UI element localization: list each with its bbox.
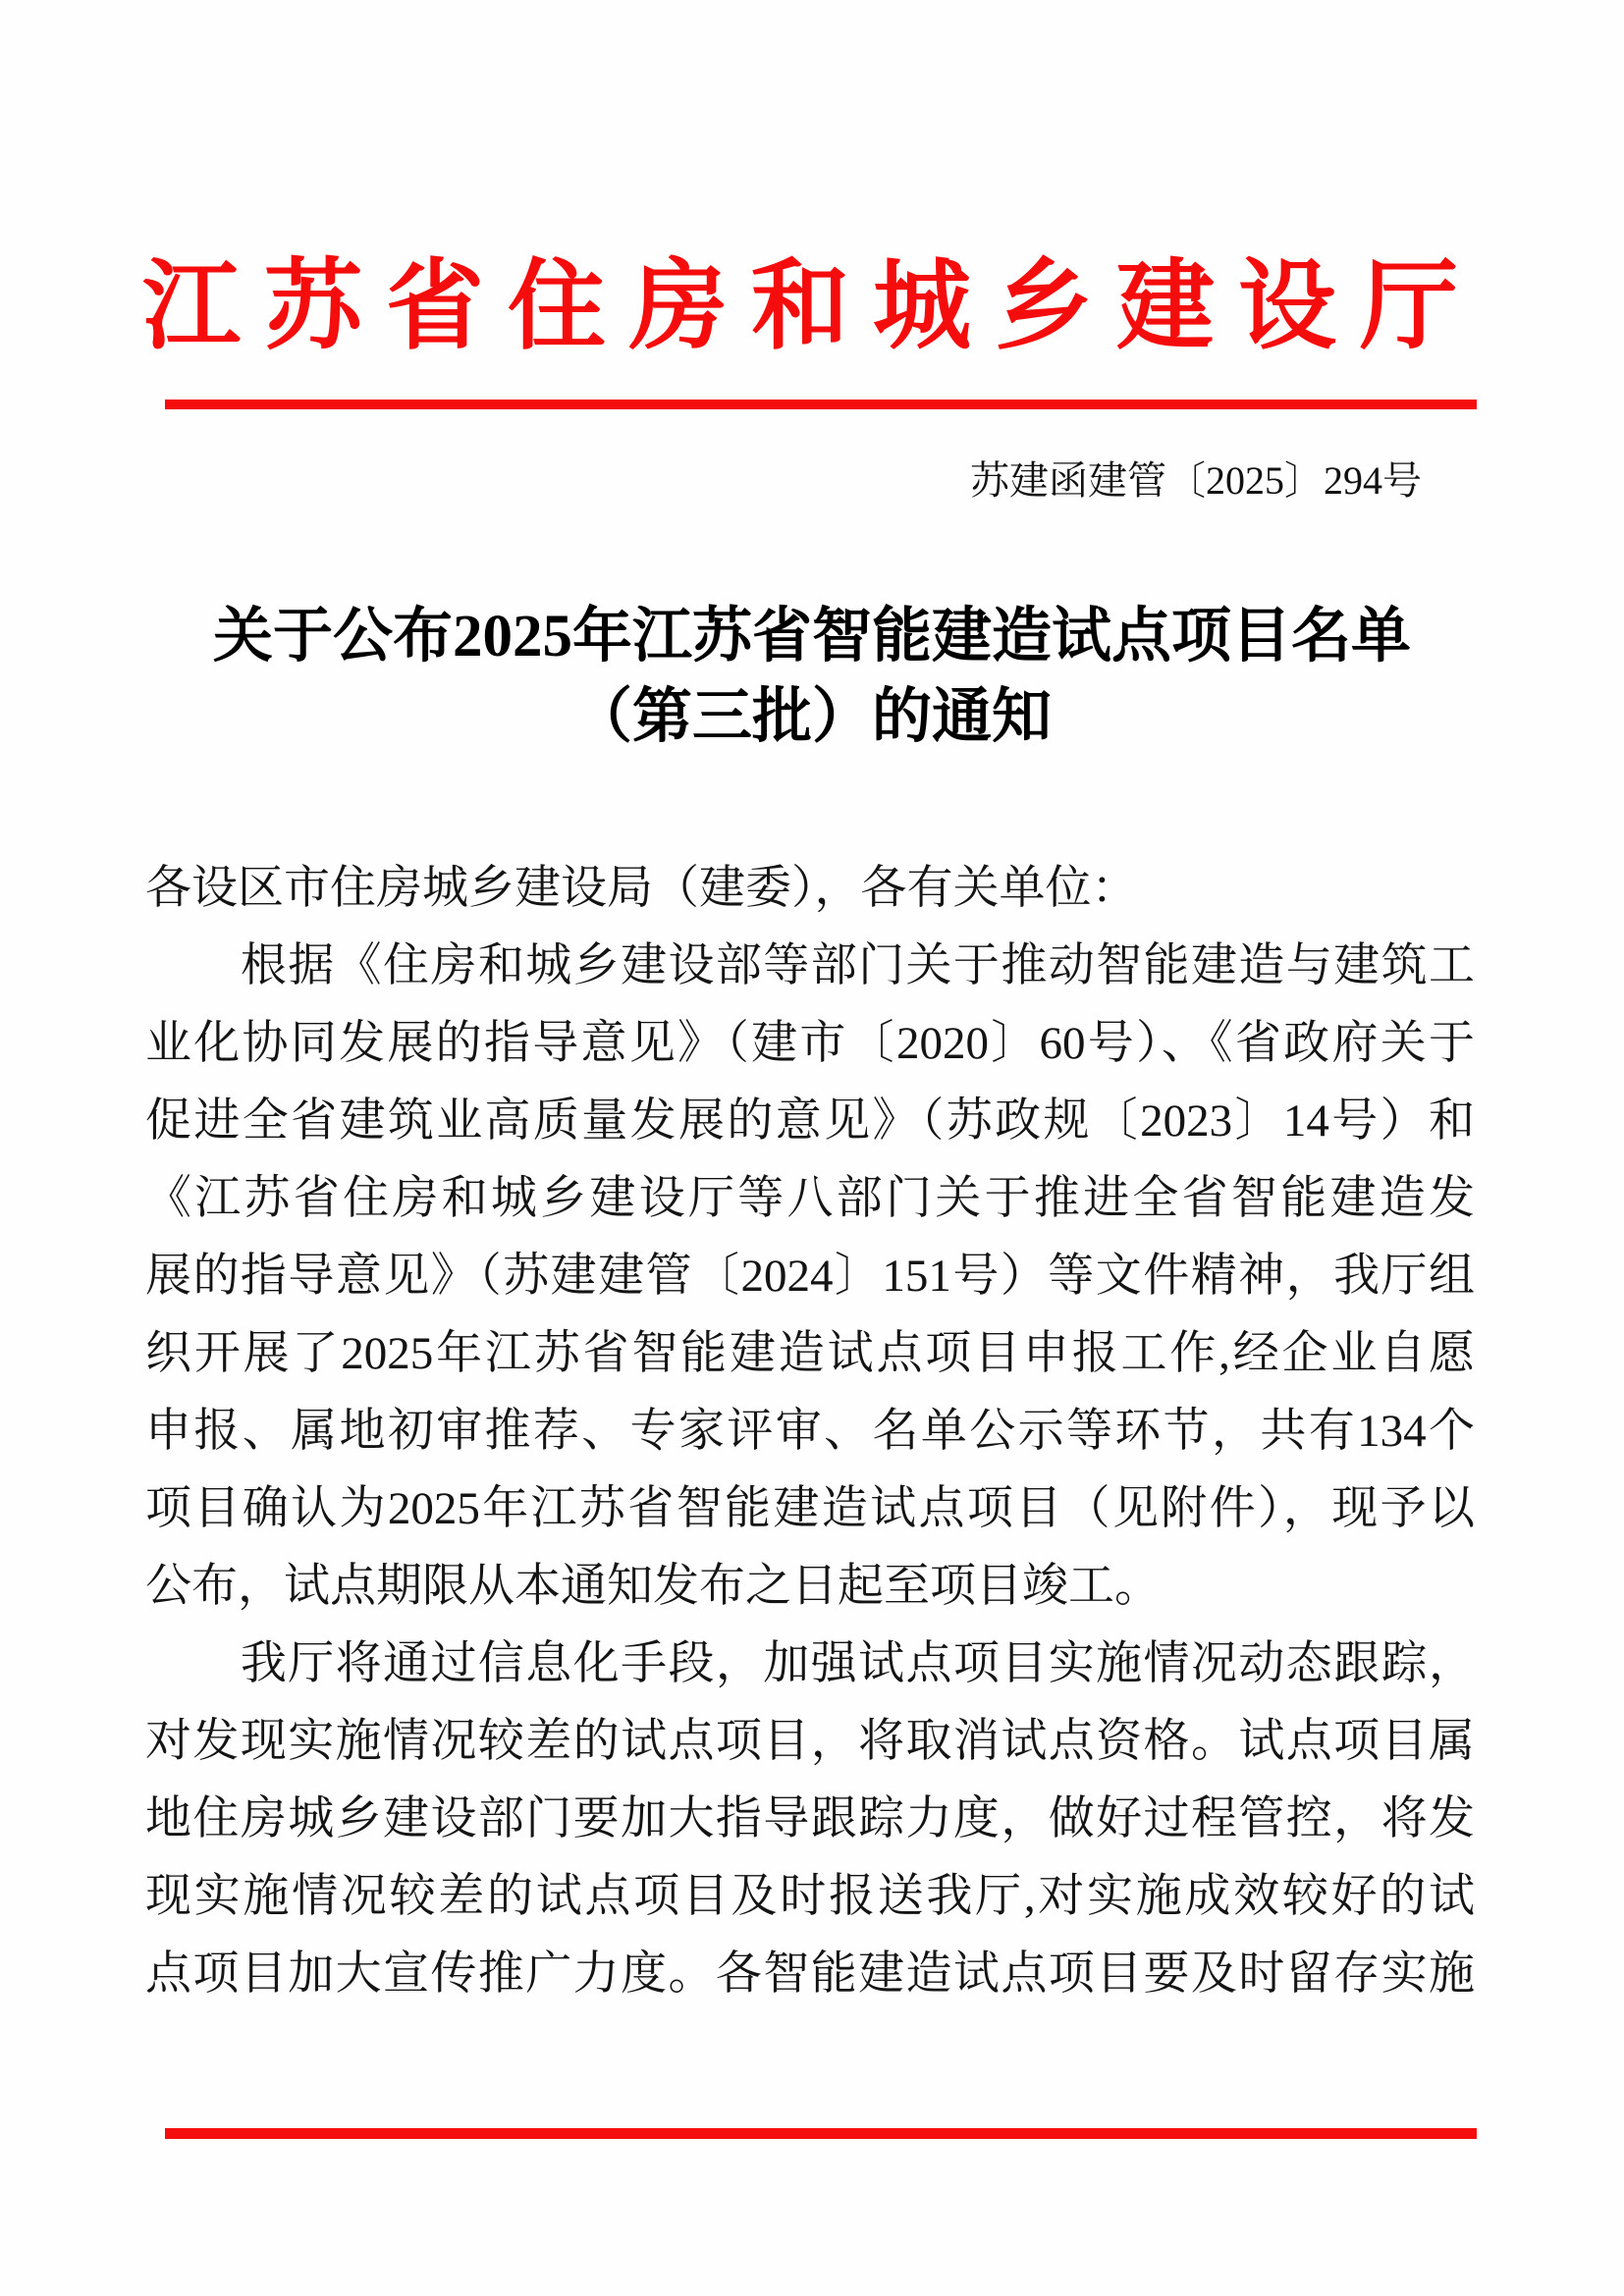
- agency-name: 江苏省住房和城乡建设厅: [142, 252, 1482, 361]
- title-line-2: （第三批）的通知: [571, 684, 1052, 750]
- body-line: 公布，试点期限从本通知发布之日起至项目竣工。: [145, 1561, 1161, 1612]
- doc-number: 苏建函建管〔2025〕294号: [970, 458, 1422, 503]
- document-title: [98, 597, 1526, 758]
- body-line: 我厅将通过信息化手段，加强试点项目实施情况动态跟踪，: [145, 1638, 1475, 1689]
- body-line: 对发现实施情况较差的试点项目，将取消试点资格。试点项目属: [145, 1716, 1475, 1767]
- body-line: 点项目加大宣传推广力度。各智能建造试点项目要及时留存实施: [145, 1949, 1475, 2000]
- title-line-1: 关于公布2025年江苏省智能建造试点项目名单: [212, 604, 1411, 669]
- body-line: 根据《住房和城乡建设部等部门关于推动智能建造与建筑工: [145, 940, 1475, 991]
- body-line-salutation: 各设区市住房城乡建设局（建委），各有关单位：: [145, 863, 1138, 914]
- red-rule-top: [165, 400, 1477, 409]
- document-body: [145, 850, 1475, 2013]
- body-line: 现实施情况较差的试点项目及时报送我厅,对实施成效较好的试: [145, 1871, 1475, 1922]
- body-line: 申报、属地初审推荐、专家评审、名单公示等环节，共有134个: [145, 1406, 1475, 1457]
- body-line: 织开展了2025年江苏省智能建造试点项目申报工作,经企业自愿: [145, 1328, 1475, 1379]
- body-line: 地住房城乡建设部门要加大指导跟踪力度，做好过程管控，将发: [145, 1793, 1475, 1844]
- red-rule-bottom: [165, 2128, 1477, 2139]
- body-line: 《江苏省住房和城乡建设厅等八部门关于推进全省智能建造发: [145, 1173, 1475, 1224]
- body-line: 展的指导意见》（苏建建管〔2024〕151号）等文件精神，我厅组: [145, 1251, 1475, 1302]
- body-line: 项目确认为2025年江苏省智能建造试点项目（见附件），现予以: [145, 1483, 1475, 1534]
- body-line: 业化协同发展的指导意见》（建市〔2020〕60号）、《省政府关于: [145, 1018, 1475, 1069]
- body-line: 促进全省建筑业高质量发展的意见》（苏政规〔2023〕14号）和: [145, 1095, 1475, 1147]
